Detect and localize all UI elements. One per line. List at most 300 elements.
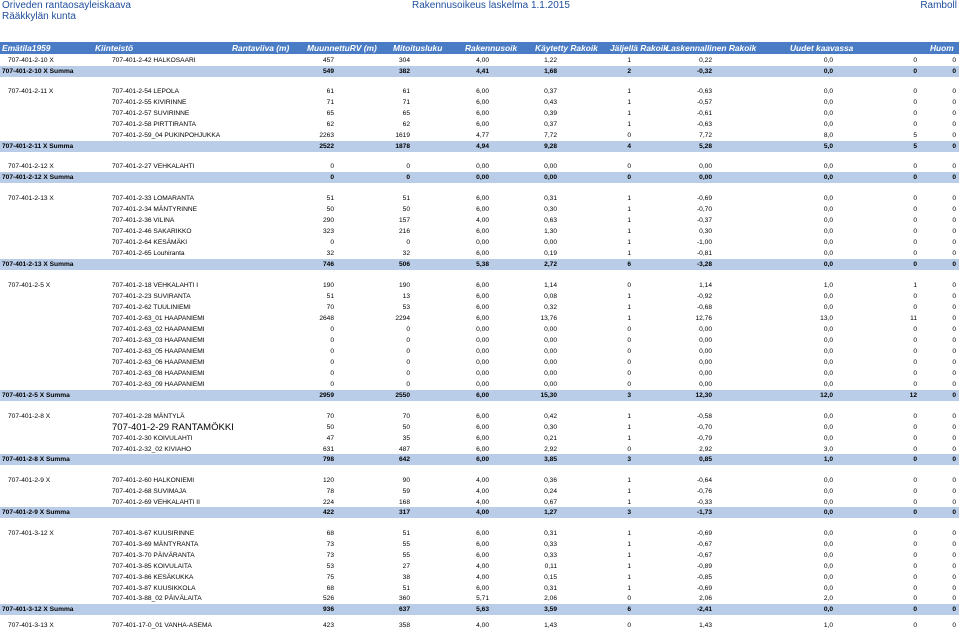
col-jaljella-cell: -0,57 [696, 99, 712, 106]
col-huom-cell: 0 [952, 304, 956, 311]
col-laskennallinen-cell: 0,0 [823, 348, 833, 355]
col-emätila-cell: 707-401-2-12 X Summa [2, 174, 74, 181]
col-uudet-cell: 0 [913, 293, 917, 300]
col-jaljella-cell: 0,00 [699, 326, 712, 333]
col-jaljella-cell: 0,00 [699, 381, 712, 388]
col-mitoitusluku-cell: 0,00 [476, 326, 489, 333]
col-emätila-cell: 707-401-2-11 X [8, 88, 54, 95]
col-rakennusoik-cell: 0,00 [544, 174, 557, 181]
col-uudet-cell: 0 [913, 541, 917, 548]
table-header [0, 42, 959, 54]
col-mitoitusluku-cell: 6,00 [476, 250, 489, 257]
col-mitoitusluku-cell: 6,00 [476, 195, 489, 202]
col-jaljella-cell: -0,64 [696, 477, 712, 484]
col-kaytetty-cell: 4 [627, 143, 631, 150]
col-huom-cell: 0 [952, 326, 956, 333]
col-huom-cell: 0 [952, 477, 956, 484]
col-kiinteisto-cell: 707-401-3-88_02 PÄIVÄLAITA [112, 595, 202, 602]
col-laskennallinen-cell: 0,0 [823, 574, 833, 581]
col-emätila-cell: 707-401-2-10 X Summa [2, 68, 74, 75]
col-muunnettu-rv-cell: 358 [398, 622, 410, 629]
col-mitoitusluku-cell: 6,00 [476, 282, 489, 289]
col-muunnettu-rv-cell: 65 [402, 110, 410, 117]
col-jaljella-cell: 0,00 [699, 163, 712, 170]
col-laskennallinen-cell: 0,0 [823, 110, 833, 117]
col-jaljella-cell: 7,72 [699, 132, 712, 139]
col-rakennusoik-cell: 2,06 [544, 595, 557, 602]
col-uudet-cell: 0 [913, 413, 917, 420]
col-kaytetty-cell: 1 [627, 195, 631, 202]
col-kiinteisto-cell: 707-401-2-55 KIVIRINNE [112, 99, 187, 106]
col-rakennusoik-cell: 0,67 [544, 499, 557, 506]
col-laskennallinen-cell: 0,0 [823, 174, 833, 181]
report-title: Rakennusoikeus laskelma 1.1.2015 [412, 0, 570, 11]
col-jaljella-cell: 0,00 [699, 359, 712, 366]
col-kaytetty-cell: 1 [627, 315, 631, 322]
col-kiinteisto-cell: 707-401-2-36 VILINA [112, 217, 175, 224]
col-muunnettu-rv-cell: 0 [406, 370, 410, 377]
summary-row [0, 259, 959, 270]
col-rakennusoik-cell: 0,33 [544, 541, 557, 548]
col-rantaviiva-cell: 631 [322, 446, 334, 453]
col-kaytetty-cell: 1 [627, 99, 631, 106]
col-laskennallinen-cell: 0,0 [823, 359, 833, 366]
table-row [0, 280, 959, 291]
col-laskennallinen-cell: 0,0 [823, 99, 833, 106]
col-laskennallinen-cell: 2,0 [823, 595, 833, 602]
col-uudet-cell: 0 [913, 163, 917, 170]
col-uudet-cell: 0 [913, 57, 917, 64]
table-row [0, 324, 959, 335]
col-uudet-cell: 0 [913, 622, 917, 629]
col-muunnettu-rv-cell: 304 [398, 57, 410, 64]
col-huom-cell: 0 [952, 163, 956, 170]
col-rakennusoik-cell: 0,36 [544, 477, 557, 484]
col-huom-cell: 0 [952, 121, 956, 128]
col-mitoitusluku-cell: 0,00 [476, 239, 489, 246]
summary-row [0, 141, 959, 152]
col-muunnettu-rv-cell: 487 [398, 446, 410, 453]
col-laskennallinen-cell: 0,0 [823, 337, 833, 344]
col-mitoitusluku-cell: 0,00 [476, 370, 489, 377]
col-kiinteisto-cell: 707-401-2-42 HALKOSAARI [112, 57, 196, 64]
col-rantaviiva-cell: 936 [322, 606, 334, 613]
col-uudet-cell: 5 [913, 132, 917, 139]
col-muunnettu-rv-cell: 1878 [395, 143, 410, 150]
col-uudet-cell: 0 [913, 595, 917, 602]
col-kaytetty-cell: 1 [627, 228, 631, 235]
col-huom-cell: 0 [952, 337, 956, 344]
col-rantaviiva-cell: 0 [330, 370, 334, 377]
col-jaljella-cell: -0,69 [696, 585, 712, 592]
table-row [0, 433, 959, 444]
col-kaytetty-cell: 1 [627, 552, 631, 559]
col-rantaviiva-cell: 423 [322, 622, 334, 629]
col-kiinteisto-cell: 707-401-2-27 VEHKALAHTI [112, 163, 195, 170]
col-muunnettu-rv-cell: 38 [402, 574, 410, 581]
col-kiinteisto-cell: 707-401-2-32_02 KIVIAHO [112, 446, 192, 453]
col-huom-cell: 0 [952, 585, 956, 592]
col-kaytetty-cell: 1 [627, 304, 631, 311]
column-header-huom: Huom [930, 43, 954, 53]
col-uudet-cell: 0 [913, 304, 917, 311]
table-row [0, 528, 959, 539]
col-huom-cell: 0 [952, 381, 956, 388]
col-kiinteisto-cell: 707-401-2-63_06 HAAPANIEMI [112, 359, 205, 366]
col-muunnettu-rv-cell: 0 [406, 163, 410, 170]
col-laskennallinen-cell: 0,0 [823, 88, 833, 95]
col-laskennallinen-cell: 0,0 [823, 228, 833, 235]
col-mitoitusluku-cell: 4,77 [476, 132, 489, 139]
col-huom-cell: 0 [952, 110, 956, 117]
col-uudet-cell: 0 [913, 99, 917, 106]
col-kaytetty-cell: 0 [627, 174, 631, 181]
col-rantaviiva-cell: 73 [326, 541, 334, 548]
col-kiinteisto-cell: 707-401-2-57 SUVIRINNE [112, 110, 190, 117]
col-rakennusoik-cell: 1,43 [544, 622, 557, 629]
col-muunnettu-rv-cell: 506 [398, 261, 410, 268]
col-rakennusoik-cell: 1,30 [544, 228, 557, 235]
col-muunnettu-rv-cell: 0 [406, 174, 410, 181]
col-laskennallinen-cell: 0,0 [823, 381, 833, 388]
col-laskennallinen-cell: 0,0 [823, 488, 833, 495]
col-laskennallinen-cell: 8,0 [823, 132, 833, 139]
column-header-muunnettu-rv: MuunnettuRV (m) [307, 43, 377, 53]
col-huom-cell: 0 [952, 99, 956, 106]
col-rantaviiva-cell: 0 [330, 348, 334, 355]
col-rantaviiva-cell: 323 [322, 228, 334, 235]
summary-row [0, 390, 959, 401]
col-jaljella-cell: -0,63 [696, 88, 712, 95]
col-kaytetty-cell: 3 [627, 456, 631, 463]
table-row [0, 422, 959, 433]
table-row [0, 215, 959, 226]
col-rakennusoik-cell: 1,68 [544, 68, 557, 75]
col-jaljella-cell: -0,92 [696, 293, 712, 300]
col-jaljella-cell: -0,67 [696, 541, 712, 548]
table-row [0, 572, 959, 583]
col-mitoitusluku-cell: 6,00 [476, 293, 489, 300]
col-kaytetty-cell: 1 [627, 585, 631, 592]
col-kaytetty-cell: 1 [627, 563, 631, 570]
col-jaljella-cell: 0,00 [699, 370, 712, 377]
col-rantaviiva-cell: 51 [326, 195, 334, 202]
col-muunnettu-rv-cell: 55 [402, 541, 410, 548]
col-jaljella-cell: -0,70 [696, 206, 712, 213]
col-rakennusoik-cell: 2,72 [544, 261, 557, 268]
col-rakennusoik-cell: 0,00 [544, 381, 557, 388]
table-row [0, 108, 959, 119]
col-laskennallinen-cell: 5,0 [823, 143, 833, 150]
col-rantaviiva-cell: 32 [326, 250, 334, 257]
col-kiinteisto-cell: 707-401-2-23 SUVIRANTA [112, 293, 191, 300]
col-uudet-cell: 11 [910, 315, 917, 322]
col-laskennallinen-cell: 1,0 [823, 622, 833, 629]
col-mitoitusluku-cell: 0,00 [476, 348, 489, 355]
col-laskennallinen-cell: 0,0 [823, 477, 833, 484]
table-row [0, 357, 959, 368]
col-huom-cell: 0 [952, 143, 956, 150]
col-laskennallinen-cell: 1,0 [823, 282, 833, 289]
col-kiinteisto-cell: 707-401-2-62 TUULINIEMI [112, 304, 191, 311]
col-laskennallinen-cell: 0,0 [823, 163, 833, 170]
col-kiinteisto-cell: 707-401-2-64 KESÄMÄKI [112, 239, 188, 246]
col-mitoitusluku-cell: 6,00 [476, 228, 489, 235]
summary-row [0, 507, 959, 518]
col-rakennusoik-cell: 0,37 [544, 88, 557, 95]
col-rakennusoik-cell: 0,42 [544, 413, 557, 420]
col-kaytetty-cell: 1 [627, 293, 631, 300]
col-muunnettu-rv-cell: 1619 [395, 132, 410, 139]
col-laskennallinen-cell: 0,0 [823, 563, 833, 570]
col-mitoitusluku-cell: 4,41 [476, 68, 489, 75]
col-rakennusoik-cell: 0,39 [544, 110, 557, 117]
col-kaytetty-cell: 0 [627, 337, 631, 344]
col-rakennusoik-cell: 1,22 [544, 57, 557, 64]
col-kaytetty-cell: 1 [627, 541, 631, 548]
col-uudet-cell: 0 [913, 217, 917, 224]
col-mitoitusluku-cell: 5,63 [476, 606, 489, 613]
col-jaljella-cell: 0,85 [699, 456, 712, 463]
col-laskennallinen-cell: 0,0 [823, 195, 833, 202]
col-kaytetty-cell: 3 [627, 509, 631, 516]
col-huom-cell: 0 [952, 541, 956, 548]
col-mitoitusluku-cell: 4,94 [476, 143, 489, 150]
col-kaytetty-cell: 6 [627, 261, 631, 268]
col-kiinteisto-cell: 707-401-2-63_01 HAAPANIEMI [112, 315, 205, 322]
col-huom-cell: 0 [952, 250, 956, 257]
col-uudet-cell: 0 [913, 499, 917, 506]
col-huom-cell: 0 [952, 509, 956, 516]
column-header-rakennusoik: Rakennusoik [465, 43, 518, 53]
col-rantaviiva-cell: 0 [330, 163, 334, 170]
col-emätila-cell: 707-401-2-9 X [8, 477, 51, 484]
col-jaljella-cell: 2,06 [699, 595, 712, 602]
col-muunnettu-rv-cell: 62 [402, 121, 410, 128]
col-kaytetty-cell: 0 [627, 595, 631, 602]
col-uudet-cell: 0 [913, 381, 917, 388]
table-row [0, 539, 959, 550]
col-jaljella-cell: -3,28 [696, 261, 712, 268]
col-rantaviiva-cell: 53 [326, 563, 334, 570]
column-header-kiinteisto: Kiinteistö [95, 43, 134, 53]
col-emätila-cell: 707-401-2-8 X Summa [2, 456, 70, 463]
col-laskennallinen-cell: 0,0 [823, 530, 833, 537]
col-kiinteisto-cell: 707-401-3-86 KESÄKUKKA [112, 574, 194, 581]
table-row [0, 204, 959, 215]
table-row [0, 226, 959, 237]
col-rantaviiva-cell: 50 [326, 206, 334, 213]
col-mitoitusluku-cell: 6,00 [476, 110, 489, 117]
col-jaljella-cell: -0,69 [696, 195, 712, 202]
col-uudet-cell: 0 [913, 239, 917, 246]
col-muunnettu-rv-cell: 51 [402, 530, 410, 537]
col-mitoitusluku-cell: 6,00 [476, 530, 489, 537]
col-muunnettu-rv-cell: 51 [402, 195, 410, 202]
col-jaljella-cell: -0,69 [696, 530, 712, 537]
col-muunnettu-rv-cell: 50 [402, 424, 410, 431]
col-rakennusoik-cell: 0,19 [544, 250, 557, 257]
col-emätila-cell: 707-401-2-9 X Summa [2, 509, 70, 516]
col-jaljella-cell: -0,79 [696, 435, 712, 442]
col-laskennallinen-cell: 0,0 [823, 499, 833, 506]
col-muunnettu-rv-cell: 51 [402, 585, 410, 592]
col-rantaviiva-cell: 47 [326, 435, 334, 442]
col-laskennallinen-cell: 13,0 [820, 315, 833, 322]
col-muunnettu-rv-cell: 360 [398, 595, 410, 602]
col-huom-cell: 0 [952, 315, 956, 322]
col-laskennallinen-cell: 0,0 [823, 585, 833, 592]
col-kaytetty-cell: 0 [627, 282, 631, 289]
col-kiinteisto-cell: 707-401-2-33 LOMARANTA [112, 195, 194, 202]
col-jaljella-cell: -0,67 [696, 552, 712, 559]
col-rantaviiva-cell: 0 [330, 359, 334, 366]
table-row [0, 368, 959, 379]
col-kaytetty-cell: 0 [627, 132, 631, 139]
col-kaytetty-cell: 1 [627, 239, 631, 246]
col-laskennallinen-cell: 0,0 [823, 57, 833, 64]
col-mitoitusluku-cell: 6,00 [476, 552, 489, 559]
table-row [0, 475, 959, 486]
col-kaytetty-cell: 0 [627, 622, 631, 629]
col-huom-cell: 0 [952, 595, 956, 602]
table-row [0, 593, 959, 604]
col-jaljella-cell: 0,00 [699, 337, 712, 344]
col-rakennusoik-cell: 0,37 [544, 121, 557, 128]
col-rantaviiva-cell: 50 [326, 424, 334, 431]
col-uudet-cell: 0 [913, 477, 917, 484]
col-uudet-cell: 0 [913, 446, 917, 453]
table-row [0, 379, 959, 390]
table-row [0, 346, 959, 357]
col-jaljella-cell: 0,00 [699, 348, 712, 355]
col-jaljella-cell: 0,00 [699, 174, 712, 181]
col-emätila-cell: 707-401-2-12 X [8, 163, 54, 170]
col-uudet-cell: 1 [913, 282, 917, 289]
column-header-kaytetty: Käytetty Rakoik [535, 43, 598, 53]
col-huom-cell: 0 [952, 174, 956, 181]
plan-title: Oriveden rantaosayleiskaava [2, 0, 131, 11]
col-huom-cell: 0 [952, 552, 956, 559]
col-kaytetty-cell: 1 [627, 121, 631, 128]
col-mitoitusluku-cell: 4,00 [476, 622, 489, 629]
col-uudet-cell: 0 [913, 509, 917, 516]
col-rakennusoik-cell: 0,43 [544, 99, 557, 106]
col-rakennusoik-cell: 0,00 [544, 348, 557, 355]
col-huom-cell: 0 [952, 217, 956, 224]
col-muunnettu-rv-cell: 59 [402, 488, 410, 495]
col-mitoitusluku-cell: 6,00 [476, 88, 489, 95]
col-jaljella-cell: 12,30 [695, 392, 712, 399]
col-uudet-cell: 0 [913, 359, 917, 366]
table-row [0, 130, 959, 141]
col-rakennusoik-cell: 0,00 [544, 337, 557, 344]
col-rakennusoik-cell: 0,00 [544, 163, 557, 170]
col-rantaviiva-cell: 2648 [319, 315, 334, 322]
col-muunnettu-rv-cell: 55 [402, 552, 410, 559]
col-uudet-cell: 0 [913, 261, 917, 268]
col-emätila-cell: 707-401-2-8 X [8, 413, 51, 420]
col-muunnettu-rv-cell: 70 [402, 413, 410, 420]
summary-row [0, 66, 959, 77]
col-emätila-cell: 707-401-2-5 X [8, 282, 51, 289]
col-huom-cell: 0 [952, 68, 956, 75]
col-kaytetty-cell: 1 [627, 413, 631, 420]
table-row [0, 55, 959, 66]
col-mitoitusluku-cell: 4,00 [476, 499, 489, 506]
col-uudet-cell: 0 [913, 424, 917, 431]
col-jaljella-cell: -0,68 [696, 304, 712, 311]
col-huom-cell: 0 [952, 370, 956, 377]
col-mitoitusluku-cell: 0,00 [476, 381, 489, 388]
col-kaytetty-cell: 1 [627, 424, 631, 431]
table-row [0, 620, 959, 631]
col-muunnettu-rv-cell: 0 [406, 348, 410, 355]
table-row [0, 313, 959, 324]
col-jaljella-cell: -0,70 [696, 424, 712, 431]
col-rantaviiva-cell: 65 [326, 110, 334, 117]
col-rakennusoik-cell: 0,11 [544, 563, 557, 570]
col-rantaviiva-cell: 422 [322, 509, 334, 516]
col-rakennusoik-cell: 0,31 [544, 585, 557, 592]
col-muunnettu-rv-cell: 190 [398, 282, 410, 289]
col-rakennusoik-cell: 9,28 [544, 143, 557, 150]
col-uudet-cell: 0 [913, 88, 917, 95]
col-rakennusoik-cell: 0,31 [544, 195, 557, 202]
col-kiinteisto-cell: 707-401-3-67 KUUSIRINNE [112, 530, 195, 537]
col-muunnettu-rv-cell: 0 [406, 337, 410, 344]
col-uudet-cell: 0 [913, 206, 917, 213]
col-muunnettu-rv-cell: 0 [406, 326, 410, 333]
col-muunnettu-rv-cell: 0 [406, 239, 410, 246]
col-rantaviiva-cell: 51 [326, 293, 334, 300]
col-muunnettu-rv-cell: 168 [398, 499, 410, 506]
summary-row [0, 172, 959, 183]
col-huom-cell: 0 [952, 261, 956, 268]
col-kaytetty-cell: 1 [627, 499, 631, 506]
col-huom-cell: 0 [952, 57, 956, 64]
col-muunnettu-rv-cell: 642 [398, 456, 410, 463]
col-rakennusoik-cell: 0,00 [544, 359, 557, 366]
col-rantaviiva-cell: 68 [326, 585, 334, 592]
col-muunnettu-rv-cell: 61 [402, 88, 410, 95]
col-mitoitusluku-cell: 4,00 [476, 217, 489, 224]
col-uudet-cell: 0 [913, 606, 917, 613]
col-laskennallinen-cell: 0,0 [823, 326, 833, 333]
col-mitoitusluku-cell: 6,00 [476, 435, 489, 442]
col-rakennusoik-cell: 0,08 [544, 293, 557, 300]
col-uudet-cell: 0 [913, 68, 917, 75]
col-muunnettu-rv-cell: 27 [402, 563, 410, 570]
col-laskennallinen-cell: 0,0 [823, 541, 833, 548]
col-kaytetty-cell: 1 [627, 574, 631, 581]
column-header-rantaviiva: Rantaviiva (m) [232, 43, 290, 53]
col-uudet-cell: 0 [913, 348, 917, 355]
col-kiinteisto-cell: 707-401-2-63_03 HAAPANIEMI [112, 337, 205, 344]
col-jaljella-cell: -0,63 [696, 121, 712, 128]
col-rakennusoik-cell: 3,59 [544, 606, 557, 613]
col-jaljella-cell: 0,22 [699, 57, 712, 64]
col-laskennallinen-cell: 0,0 [823, 250, 833, 257]
col-rakennusoik-cell: 0,33 [544, 552, 557, 559]
col-uudet-cell: 0 [913, 488, 917, 495]
col-rantaviiva-cell: 798 [322, 456, 334, 463]
col-mitoitusluku-cell: 4,00 [476, 509, 489, 516]
table-row [0, 86, 959, 97]
col-huom-cell: 0 [952, 574, 956, 581]
col-rantaviiva-cell: 526 [322, 595, 334, 602]
col-rantaviiva-cell: 70 [326, 304, 334, 311]
